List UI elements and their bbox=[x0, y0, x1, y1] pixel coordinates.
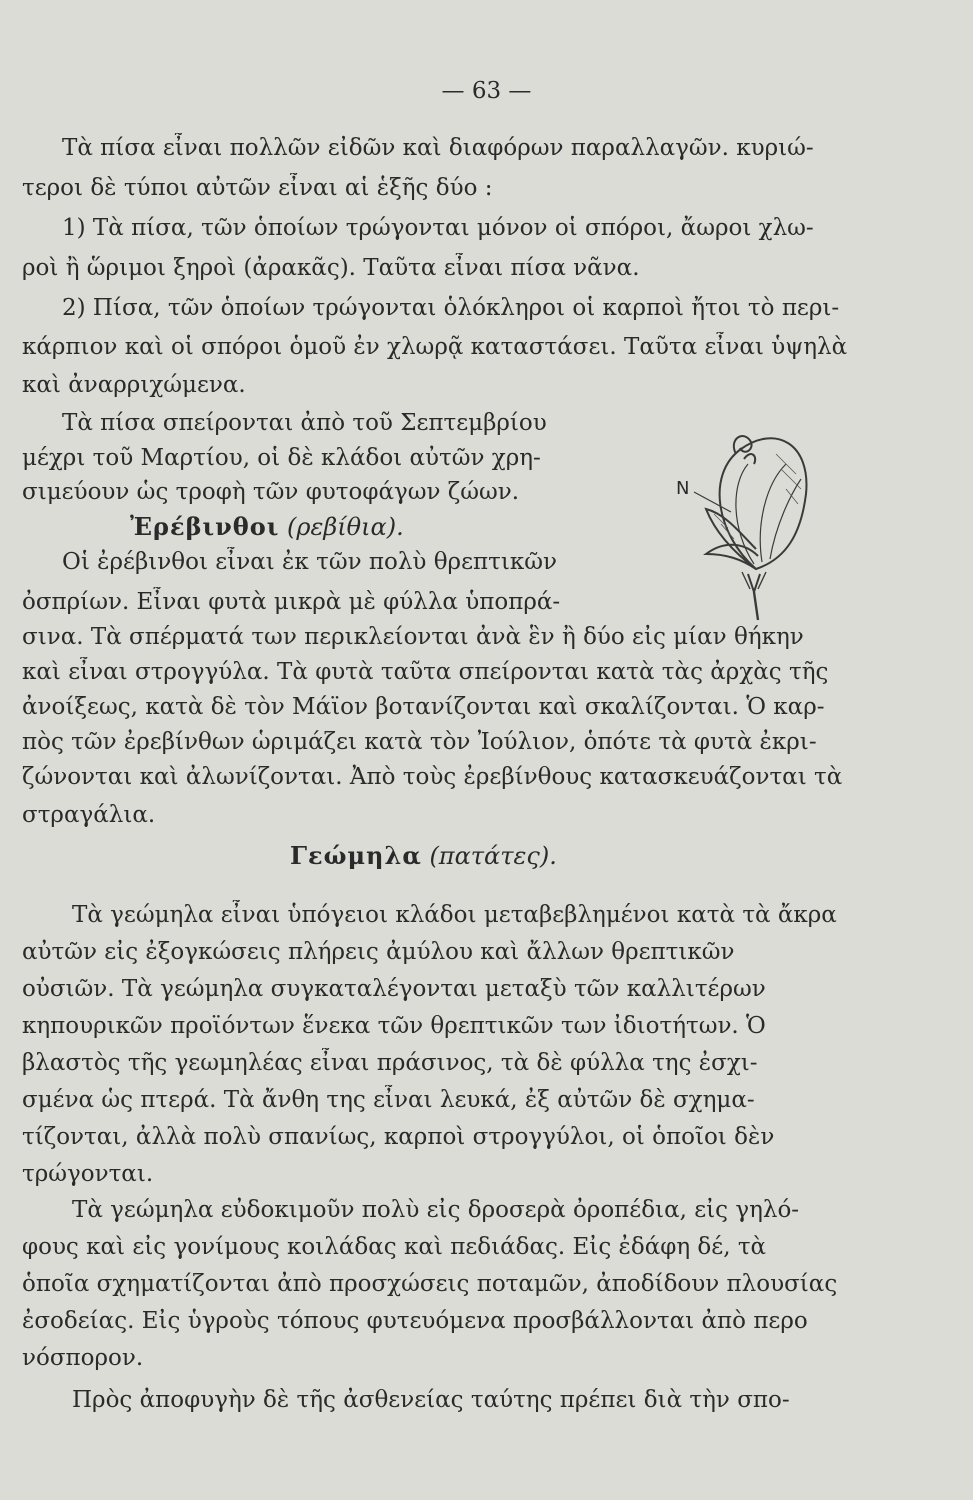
heading-main: Ἐρέβινθοι bbox=[130, 512, 280, 541]
text-line: ζώνονται καὶ ἀλωνίζονται. Ἀπὸ τοὺς ἐρεβίνθους κατασκευάζονται τὰ bbox=[22, 764, 843, 790]
flower-drawing bbox=[636, 414, 866, 624]
text-line: φους καὶ εἰς γονίμους κοιλάδας καὶ πεδιάδας. Εἰς ἐδάφη δέ, τὰ bbox=[22, 1234, 767, 1260]
text-line: Τὰ γεώμηλα εὐδοκιμοῦν πολὺ εἰς δροσερὰ ὀροπέδια, εἰς γηλό- bbox=[72, 1197, 800, 1223]
text-line: κηπουρικῶν προϊόντων ἕνεκα τῶν θρεπτικῶν των ἰδιοτήτων. Ὁ bbox=[22, 1013, 766, 1039]
text-line: Τὰ γεώμηλα εἶναι ὑπόγειοι κλάδοι μεταβεβλημένοι κατὰ τὰ ἄκρα bbox=[72, 902, 837, 928]
text-line: στραγάλια. bbox=[22, 802, 156, 828]
text-line: μέχρι τοῦ Μαρτίου, οἱ δὲ κλάδοι αὐτῶν χρη- bbox=[22, 445, 541, 471]
text-line: βλαστὸς τῆς γεωμηλέας εἶναι πράσινος, τὰ δὲ φύλλα της ἐσχι- bbox=[22, 1050, 758, 1076]
text-line: Οἱ ἐρέβινθοι εἶναι ἐκ τῶν πολὺ θρεπτικῶν bbox=[62, 549, 557, 575]
plant-illustration bbox=[636, 414, 866, 624]
text-line: ὁποῖα σχηματίζονται ἀπὸ προσχώσεις ποταμῶν, ἀποδίδουν πλουσίας bbox=[22, 1271, 838, 1297]
text-line: Πρὸς ἀποφυγὴν δὲ τῆς ἀσθενείας ταύτης πρέπει διὰ τὴν σπο- bbox=[72, 1387, 790, 1413]
text-line: 1) Τὰ πίσα, τῶν ὁποίων τρώγονται μόνον οἱ σπόροι, ἄωροι χλω- bbox=[62, 215, 814, 241]
text-line: Τὰ πίσα εἶναι πολλῶν εἰδῶν καὶ διαφόρων παραλλαγῶν. κυριώ- bbox=[62, 135, 814, 161]
text-line: τεροι δὲ τύποι αὐτῶν εἶναι αἱ ἑξῆς δύο : bbox=[22, 175, 493, 201]
figure-label: N bbox=[676, 478, 690, 499]
text-line: ἐσοδείας. Εἰς ὑγροὺς τόπους φυτευόμενα προσβάλλονται ἀπὸ περο bbox=[22, 1308, 808, 1334]
heading-alt: (ρεβίθια). bbox=[287, 513, 404, 541]
text-line: οὐσιῶν. Τὰ γεώμηλα συγκαταλέγονται μεταξὺ τῶν καλλιτέρων bbox=[22, 976, 766, 1002]
text-line: ροὶ ἢ ὥριμοι ξηροὶ (ἀρακᾶς). Ταῦτα εἶναι πίσα νᾶνα. bbox=[22, 255, 640, 281]
text-line: Τὰ πίσα σπείρονται ἀπὸ τοῦ Σεπτεμβρίου bbox=[62, 410, 547, 436]
text-line: πὸς τῶν ἐρεβίνθων ὡριμάζει κατὰ τὸν Ἰούλιον, ὁπότε τὰ φυτὰ ἐκρι- bbox=[22, 729, 817, 755]
page-number: — 63 — bbox=[441, 78, 532, 104]
text-line: σινα. Τὰ σπέρματά των περικλείονται ἀνὰ ἓν ἢ δύο εἰς μίαν θήκην bbox=[22, 624, 804, 650]
text-line: νόσπορον. bbox=[22, 1345, 144, 1371]
text-line: καὶ ἀναρριχώμενα. bbox=[22, 372, 246, 398]
text-line: 2) Πίσα, τῶν ὁποίων τρώγονται ὁλόκληροι οἱ καρποὶ ἤτοι τὸ περι- bbox=[62, 295, 840, 321]
text-line: ἀνοίξεως, κατὰ δὲ τὸν Μάϊον βοτανίζονται καὶ σκαλίζονται. Ὁ καρ- bbox=[22, 694, 825, 720]
text-line: καὶ εἶναι στρογγύλα. Τὰ φυτὰ ταῦτα σπείρονται κατὰ τὰς ἀρχὰς τῆς bbox=[22, 659, 829, 685]
text-line: σιμεύουν ὡς τροφὴ τῶν φυτοφάγων ζώων. bbox=[22, 479, 520, 505]
text-line: τίζονται, ἀλλὰ πολὺ σπανίως, καρποὶ στρογγύλοι, οἱ ὁποῖοι δὲν bbox=[22, 1124, 775, 1150]
text-line: κάρπιον καὶ οἱ σπόροι ὁμοῦ ἐν χλωρᾷ καταστάσει. Ταῦτα εἶναι ὑψηλὰ bbox=[22, 334, 848, 360]
text-line: τρώγονται. bbox=[22, 1161, 154, 1187]
text-line: αὐτῶν εἰς ἐξογκώσεις πλήρεις ἀμύλου καὶ ἄλλων θρεπτικῶν bbox=[22, 939, 735, 965]
text-line: ὀσπρίων. Εἶναι φυτὰ μικρὰ μὲ φύλλα ὑποπρά- bbox=[22, 589, 561, 615]
heading-main: Γεώμηλα bbox=[290, 841, 422, 870]
text-line: σμένα ὡς πτερά. Τὰ ἄνθη της εἶναι λευκά, ἐξ αὐτῶν δὲ σχημα- bbox=[22, 1087, 755, 1113]
section-heading-erebinthoi bbox=[130, 512, 470, 542]
section-heading-geomila bbox=[290, 841, 690, 871]
heading-alt: (πατάτες). bbox=[429, 842, 557, 870]
